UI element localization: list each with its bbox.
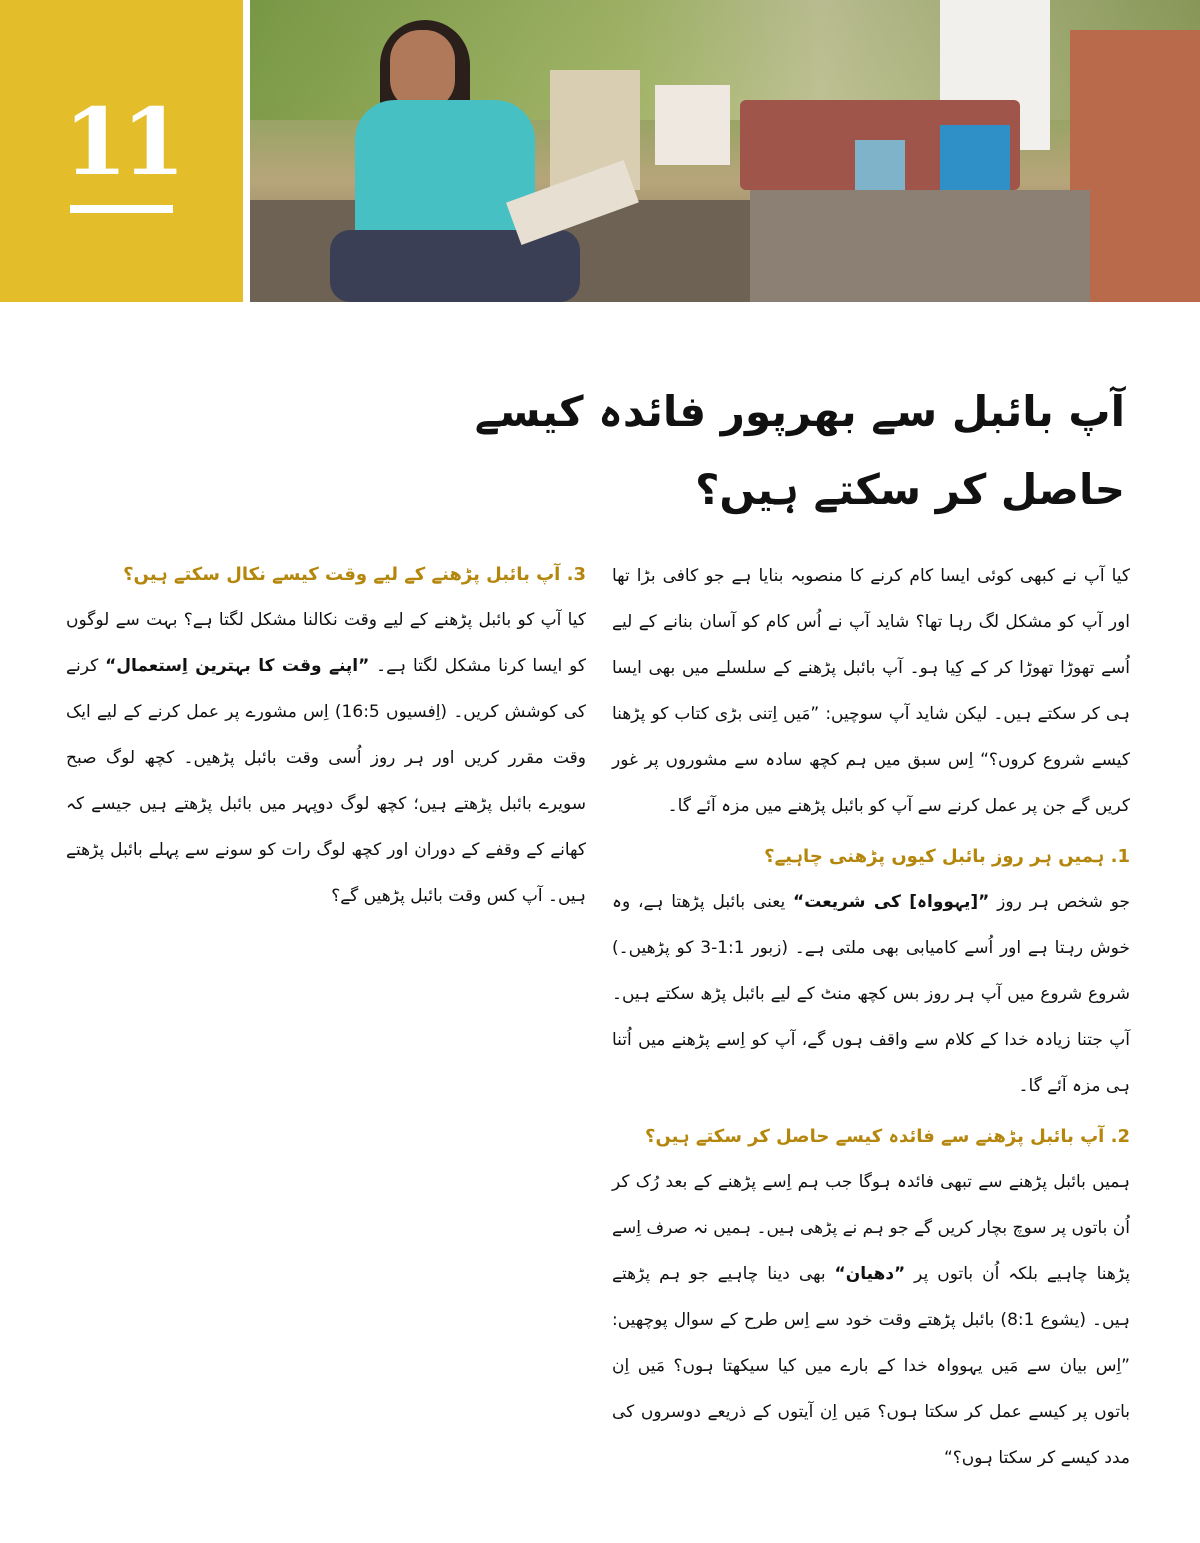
text: جو شخص ہر روز (989, 892, 1130, 912)
section-1-heading: 1. ہمیں ہر روز بائبل کیوں پڑھنی چاہیے؟ (764, 846, 1130, 867)
lesson-number: 11 (63, 88, 180, 196)
section-1-paragraph (612, 879, 1130, 1109)
section-2-paragraph (612, 1159, 1130, 1481)
right-column (612, 553, 1130, 1487)
lesson-badge (0, 0, 243, 302)
section-2-heading: 2. آپ بائبل پڑھنے سے فائدہ کیسے حاصل کر سکتے ہیں؟ (645, 1126, 1130, 1147)
bold-text: ”دھیان“ (834, 1264, 906, 1284)
intro-paragraph: کیا آپ نے کبھی کوئی ایسا کام کرنے کا منصوبہ بنایا ہے جو کافی بڑا تھا اور آپ کو مشکل لگ رہا تھا؟ شاید آپ نے اُس کام کو آسان بنانے کے لیے اُسے تھوڑا تھوڑا کر کے کِیا ہو۔ آپ بائبل پڑھنے کے سلسلے میں بھی ایسا ہی کر سکتے ہیں۔ لیکن شاید آپ سوچیں: ”مَیں اِتنی بڑی کتاب کو پڑھنا کیسے شروع کروں؟“ اِس سبق میں ہم کچھ سادہ سے مشوروں پر غور کریں گے جن پر عمل کرنے سے آپ کو بائبل پڑھنے میں مزہ آئے گا۔ (612, 566, 1130, 816)
text: بھی دینا چاہیے جو ہم پڑھتے ہیں۔ (‏یشوع 1:‏8)‏ بائبل پڑھتے وقت خود سے اِس طرح کے سوال پوچھیں: ”اِس بیان سے مَیں یہوواہ خدا کے بارے میں کیا سیکھتا ہوں؟ مَیں اِن باتوں پر کیسے عمل کر سکتا ہوں؟ مَیں اِن آیتوں کے ذریعے دوسروں کی مدد کیسے کر سکتا ہوں؟“ (612, 1264, 1130, 1468)
text: یعنی بائبل پڑھتا ہے، وہ خوش رہتا ہے اور اُسے کامیابی بھی ملتی ہے۔ (‏زبور 1:‏1-‏3 کو پڑھیں۔)‏ شروع شروع میں آپ ہر روز بس کچھ منٹ کے لیے بائبل پڑھ سکتے ہیں۔ آپ جتنا زیادہ خدا کے کلام سے واقف ہوں گے، آپ کو اِسے پڑھنے میں اُتنا ہی مزہ آئے گا۔ (612, 892, 1130, 1096)
bold-text: ”[‏یہوواہ]‏ کی شریعت“ (793, 892, 990, 912)
hero-photo-woman-reading-bible (250, 0, 1200, 302)
bold-text: ”اپنے وقت کا بہترین اِستعمال“ (105, 656, 370, 676)
text: ہمیں بائبل پڑھنے سے تبھی فائدہ ہوگا جب ہم اِسے پڑھنے کے بعد رُک کر اُن باتوں پر سوچ بچار کریں گے جو ہم نے پڑھی ہیں۔ ہمیں نہ صرف اِسے پڑھنا چاہیے بلکہ اُن باتوں پر (612, 1172, 1130, 1284)
section-3-paragraph (66, 597, 586, 919)
lesson-number-underline (70, 205, 173, 213)
text: کیا آپ کو بائبل پڑھنے کے لیے وقت نکالنا مشکل لگتا ہے؟ بہت سے لوگوں کو ایسا کرنا مشکل لگتا ہے۔ (66, 610, 586, 676)
lesson-title: آپ بائبل سے بھرپور فائدہ کیسے حاصل کر سکتے ہیں؟ (474, 387, 1125, 515)
left-column (66, 553, 586, 925)
section-3-heading: 3. آپ بائبل پڑھنے کے لیے وقت کیسے نکال سکتے ہیں؟ (123, 564, 586, 585)
text: کرنے کی کوشش کریں۔ (‏اِفسیوں 5:‏16)‏ اِس مشورے پر عمل کرنے کے لیے ایک وقت مقرر کریں اور ہر روز اُسی وقت بائبل پڑھیں۔ کچھ لوگ صبح سویرے بائبل پڑھتے ہیں؛ کچھ لوگ دوپہر میں بائبل پڑھتے ہیں جیسے کہ کھانے کے وقفے کے دوران اور کچھ لوگ رات کو سونے سے پہلے بائبل پڑھتے ہیں۔ آپ کس وقت بائبل پڑھیں گے؟ (66, 656, 586, 906)
